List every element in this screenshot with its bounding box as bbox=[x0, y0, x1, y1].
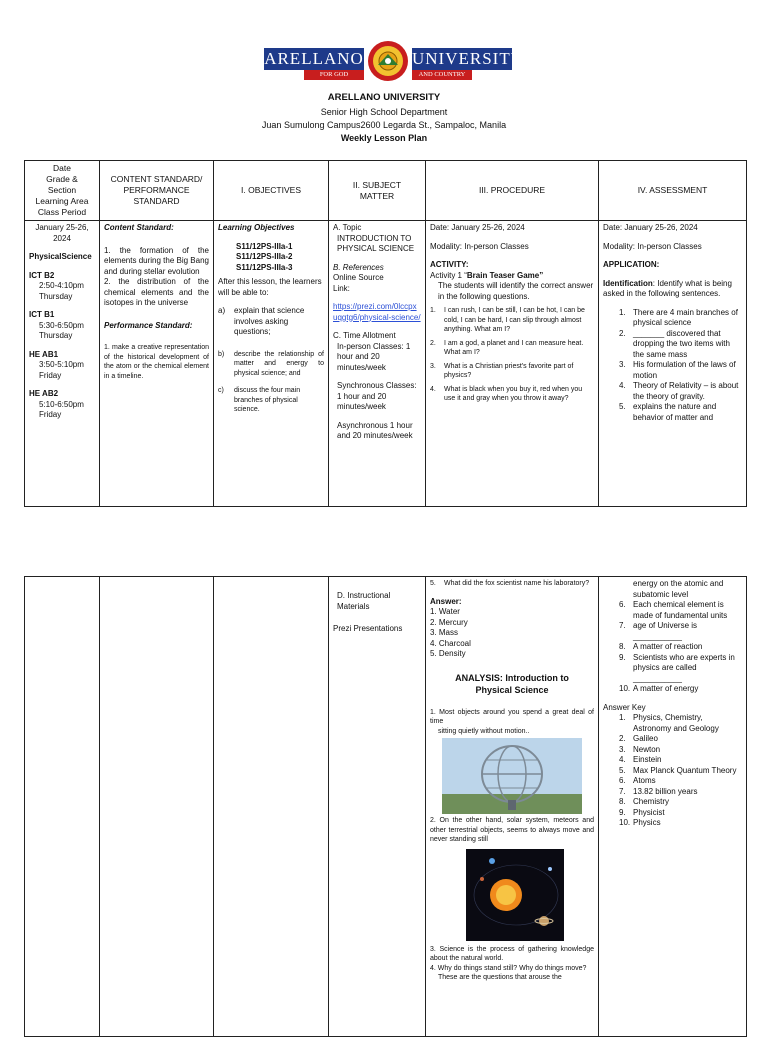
online-source-label: Online Source bbox=[333, 273, 384, 282]
class-section: HE AB1 bbox=[29, 349, 59, 359]
assessment-item: 3. His formulation of the laws of motion bbox=[619, 360, 736, 380]
answer-item: 1. Water bbox=[430, 607, 460, 616]
procedure-cell-continued bbox=[426, 577, 599, 1037]
subject-matter-cell-continued bbox=[329, 577, 426, 1037]
performance-standard-item: 1. make a creative representation of the historical development of the atom or the chemical element in a timeline. bbox=[104, 344, 209, 380]
objectives-cell bbox=[214, 221, 329, 507]
answer-key-item: 3. Newton bbox=[619, 744, 661, 754]
riddle-item: 1. I can rush, I can be still, I can be hot, I can be cold, I can be hard, I can slip through almost anything. What am I? bbox=[430, 307, 585, 333]
competency-code: S11/12PS-IIIa-2 bbox=[236, 252, 293, 261]
materials-label: D. Instructional Materials bbox=[337, 591, 391, 611]
logo-left-text: ARELLANO bbox=[264, 49, 364, 68]
content-cell-continued bbox=[100, 577, 214, 1037]
school-name: ARELLANO UNIVERSITY bbox=[327, 92, 441, 103]
logo-motto-left: FOR GOD bbox=[304, 70, 364, 80]
objectives-column-header: I. OBJECTIVES bbox=[214, 161, 329, 221]
activity-label: ACTIVITY: bbox=[430, 260, 469, 269]
university-seal-icon bbox=[364, 40, 412, 84]
objective-item: b) describe the relationship of matter and energy to physical science; and bbox=[218, 350, 324, 377]
class-time: 2:50-4:10pm bbox=[39, 281, 84, 290]
answer-label: Answer: bbox=[430, 596, 462, 606]
content-standard-item: 1. the formation of the elements during the Big Bang and during stellar evolution bbox=[104, 245, 209, 276]
subject-matter-cell bbox=[329, 221, 426, 507]
school-department: Senior High School Department bbox=[320, 107, 448, 117]
analysis-text: 2. On the other hand, solar system, meteors and other terrestrial objects, seems to always move and never standing still bbox=[430, 817, 594, 843]
answer-key-label: Answer Key bbox=[603, 702, 646, 712]
logo-right-text: UNIVERSITY bbox=[412, 49, 524, 68]
assessment-item: 4. Theory of Relativity – is about the theory of gravity. bbox=[619, 381, 739, 401]
content-standard-cell bbox=[100, 221, 214, 507]
assessment-item: 7. age of Universe is ___________ bbox=[619, 621, 698, 641]
class-day: Friday bbox=[39, 410, 62, 419]
assessment-cell bbox=[599, 221, 747, 507]
class-day: Thursday bbox=[39, 331, 73, 340]
answer-key-item: 6. Atoms bbox=[619, 776, 656, 785]
objective-item: c) discuss the four main branches of physical science. bbox=[218, 387, 301, 413]
topic-value: INTRODUCTION TO PHYSICAL SCIENCE bbox=[337, 233, 415, 253]
answer-key-item: 9. Physicist bbox=[619, 807, 665, 817]
procedure-column-header: III. PROCEDURE bbox=[426, 161, 599, 221]
learning-area: PhysicalScience bbox=[29, 252, 92, 261]
content-standard-item: 2. the distribution of the chemical elements and the isotopes in the universe bbox=[104, 277, 209, 307]
unisphere-photo bbox=[442, 738, 582, 814]
class-time: 3:50-5:10pm bbox=[39, 360, 84, 369]
answer-key-item: 1. Physics, Chemistry, Astronomy and Geology bbox=[619, 713, 719, 733]
solar-system-image bbox=[466, 849, 564, 941]
class-time: 5:30-6:50pm bbox=[39, 320, 84, 330]
activity-title: Activity 1 “Brain Teaser Game” bbox=[430, 270, 544, 280]
reference-link[interactable]: https://prezi.com/0lccpxuqgtg6/physical-science/ bbox=[333, 302, 421, 322]
date-cell-continued bbox=[25, 577, 100, 1037]
asynchronous-time: Asynchronous 1 hour and 20 minutes/week bbox=[337, 420, 413, 440]
answer-key-item: 8. Chemistry bbox=[619, 797, 670, 806]
answer-key-item: 4. Einstein bbox=[619, 755, 662, 764]
assessment-item: 1. There are 4 main branches of physical science bbox=[619, 307, 738, 327]
riddle-item: 3. What is a Christian priest's favorite part of physics? bbox=[430, 362, 574, 379]
learning-objectives-title: Learning Objectives bbox=[218, 223, 295, 232]
university-logo bbox=[264, 40, 524, 82]
analysis-text: sitting quietly without motion.. bbox=[438, 727, 530, 735]
class-time: 5:10-6:50pm bbox=[39, 399, 84, 409]
logo-motto-right: AND COUNTRY bbox=[412, 70, 472, 80]
assessment-item: 6. Each chemical element is made of fundamental units bbox=[619, 600, 728, 620]
analysis-text: 3. Science is the process of gathering knowledge about the natural world. bbox=[430, 945, 594, 962]
analysis-title: ANALYSIS: Introduction to Physical Science bbox=[455, 672, 569, 695]
analysis-text: 4. Why do things stand still? Why do things move? bbox=[430, 964, 587, 972]
assessment-item-continued: energy on the atomic and subatomic level bbox=[633, 579, 724, 599]
date-cell bbox=[25, 221, 100, 507]
answer-key-item: 7. 13.82 billion years bbox=[619, 786, 698, 796]
link-label: Link: bbox=[333, 283, 350, 293]
lesson-date: January 25-26, 2024 bbox=[35, 223, 89, 243]
procedure-date: Date: January 25-26, 2024 bbox=[430, 223, 525, 232]
materials-value: Prezi Presentations bbox=[333, 624, 403, 633]
content-column-header: CONTENT STANDARD/ PERFORMANCE STANDARD bbox=[100, 161, 214, 221]
answer-key-item: 2. Galileo bbox=[619, 734, 658, 743]
assessment-date: Date: January 25-26, 2024 bbox=[603, 223, 698, 232]
competency-code: S11/12PS-IIIa-3 bbox=[236, 262, 293, 272]
answer-item: 2. Mercury bbox=[430, 617, 468, 627]
answer-key-item: 10. Physics bbox=[619, 818, 661, 827]
assessment-modality: Modality: In-person Classes bbox=[603, 241, 702, 251]
answer-item: 4. Charcoal bbox=[430, 638, 471, 648]
identification-instructions: Identification: Identify what is being asked in the following sentences. bbox=[603, 278, 732, 298]
synchronous-time: Synchronous Classes: 1 hour and 20 minutes/week bbox=[337, 381, 417, 411]
objectives-cell-continued bbox=[214, 577, 329, 1037]
answer-item: 5. Density bbox=[430, 649, 466, 658]
content-standard-title: Content Standard: bbox=[104, 223, 174, 232]
application-label: APPLICATION: bbox=[603, 260, 660, 269]
assessment-item: 5. explains the nature and behavior of matter and bbox=[619, 402, 717, 422]
competency-code: S11/12PS-IIIa-1 bbox=[236, 241, 293, 251]
activity-instructions: The students will identify the correct answer in the following questions. bbox=[438, 281, 594, 301]
school-address: Juan Sumulong Campus2600 Legarda St., Sampaloc, Manila bbox=[261, 120, 507, 130]
performance-standard-title: Performance Standard: bbox=[104, 320, 193, 330]
class-day: Friday bbox=[39, 370, 62, 380]
objective-item: a) explain that science involves asking questions; bbox=[218, 306, 305, 336]
riddle-item: 5. What did the fox scientist name his laboratory? bbox=[430, 580, 590, 587]
assessment-item: 8. A matter of reaction bbox=[619, 642, 703, 651]
date-column-header: Date Grade & Section Learning Area Class Period bbox=[25, 161, 100, 221]
assessment-item: 2. _______ discovered that dropping the two items with the same mass bbox=[619, 328, 730, 359]
class-section: ICT B2 bbox=[29, 270, 55, 280]
objectives-intro: After this lesson, the learners will be able to: bbox=[218, 277, 322, 297]
references-label: B. References bbox=[333, 262, 384, 272]
assessment-item: 9. Scientists who are experts in physics are called ___________ bbox=[619, 652, 735, 683]
class-section: ICT B1 bbox=[29, 310, 55, 319]
document-title: Weekly Lesson Plan bbox=[340, 133, 428, 143]
procedure-modality: Modality: In-person Classes bbox=[430, 241, 529, 251]
inperson-time: In-person Classes: 1 hour and 20 minutes/week bbox=[337, 341, 411, 372]
class-section: HE AB2 bbox=[29, 389, 59, 398]
lesson-plan-table-page2 bbox=[24, 576, 747, 1037]
topic-label: A. Topic bbox=[333, 223, 362, 232]
assessment-cell-continued bbox=[599, 577, 747, 1037]
lesson-plan-table-page1 bbox=[24, 160, 747, 507]
subject-column-header: II. SUBJECT MATTER bbox=[329, 161, 426, 221]
assessment-item: 10. A matter of energy bbox=[619, 684, 699, 693]
riddle-item: 2. I am a god, a planet and I can measure heat. What am I? bbox=[430, 339, 584, 356]
procedure-cell bbox=[426, 221, 599, 507]
answer-key-item: 5. Max Planck Quantum Theory bbox=[619, 765, 737, 775]
assessment-column-header: IV. ASSESSMENT bbox=[599, 161, 747, 221]
time-allotment-label: C. Time Allotment bbox=[333, 331, 396, 340]
class-day: Thursday bbox=[39, 291, 73, 301]
riddle-item: 4. What is black when you buy it, red when you use it and gray when you throw it away? bbox=[430, 385, 583, 402]
analysis-text: These are the questions that arouse the bbox=[438, 974, 562, 981]
answer-item: 3. Mass bbox=[430, 628, 459, 637]
analysis-text: 1. Most objects around you spend a great deal of time bbox=[430, 708, 594, 725]
